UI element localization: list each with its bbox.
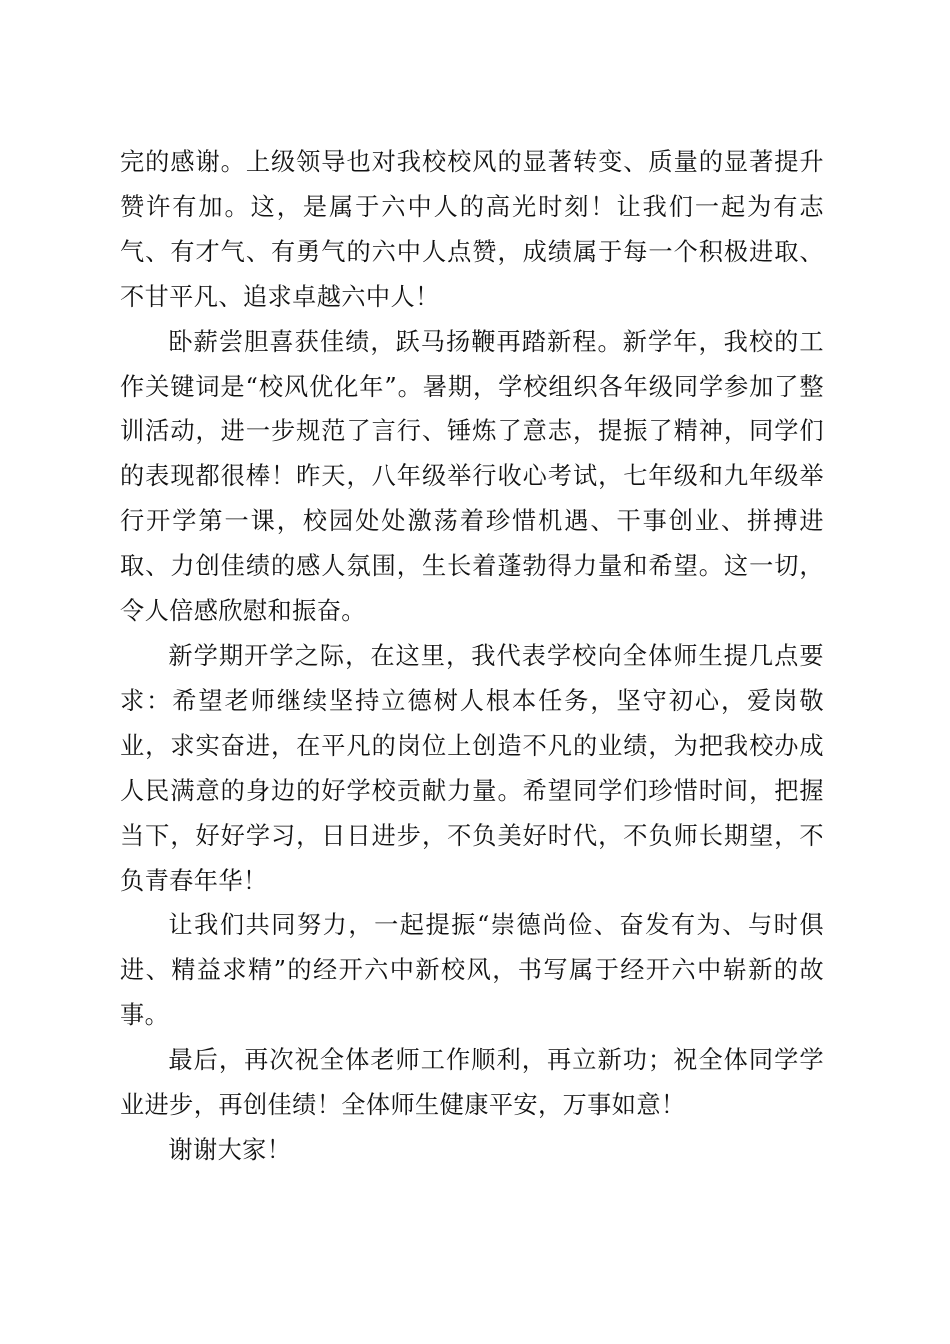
paragraph-new-school-year: 卧薪尝胆喜获佳绩，跃马扬鞭再踏新程。新学年，我校的工作关键词是“校风优化年”。暑期，学校组织各年级同学参加了整训活动，进一步规范了言行、锤炼了意志，提振了精神，同学们的表现都很棒！昨天，八年级举行收心考试，七年级和九年级举行开学第一课，校园处处激荡着珍惜机遇、干事创业、拼搏进取、力创佳绩的感人氛围，生长着蓬勃得力量和希望。这一切，令人倍感欣慰和振奋。	[120, 327, 824, 626]
paragraph-requirements: 新学期开学之际，在这里，我代表学校向全体师生提几点要求：希望老师继续坚持立德树人根本任务，坚守初心，爱岗敬业，求实奋进，在平凡的岗位上创造不凡的业绩，为把我校办成人民满意的身边的好学校贡献力量。希望同学们珍惜时间，把握当下，好好学习，日日进步，不负美好时代，不负师长期望，不负青春年华！	[120, 641, 824, 895]
paragraph-school-spirit: 让我们共同努力，一起提振“崇德尚俭、奋发有为、与时俱进、精益求精”的经开六中新校风，书写属于经开六中崭新的故事。	[120, 911, 824, 1030]
paragraph-thanks: 谢谢大家！	[168, 1135, 292, 1164]
paragraph-wishes: 最后，再次祝全体老师工作顺利，再立新功；祝全体同学学业进步，再创佳绩！全体师生健康平安，万事如意！	[120, 1046, 824, 1120]
paragraph-continuation: 完的感谢。上级领导也对我校校风的显著转变、质量的显著提升赞许有加。这，是属于六中人的高光时刻！让我们一起为有志气、有才气、有勇气的六中人点赞，成绩属于每一个积极进取、不甘平凡、追求卓越六中人！	[120, 148, 824, 311]
document-body	[120, 140, 824, 1173]
